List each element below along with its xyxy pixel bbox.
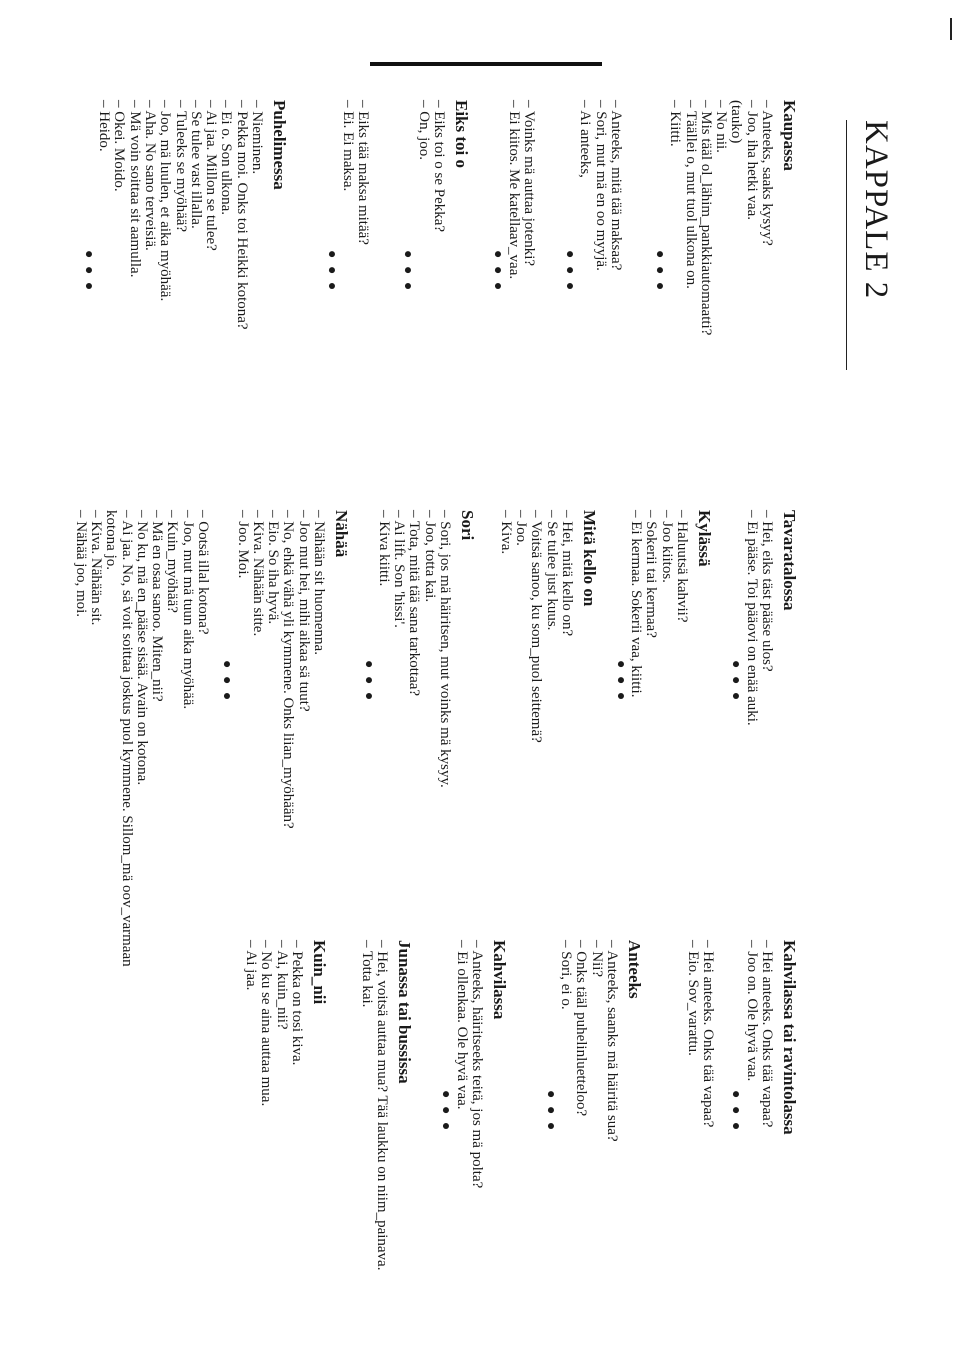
dialogue-line: – Joo. <box>513 510 530 546</box>
dialogue-line: – Kuin_myöhää? <box>164 510 181 613</box>
section-separator-dots: ● ● ● <box>651 250 667 293</box>
section-heading: Kahvilassa <box>490 940 509 1020</box>
dialogue-line: – Kiva kiitti. <box>375 510 392 587</box>
dialogue-line: – Nähää joo, moi. <box>72 510 89 618</box>
dialogue-line: – Tuleeks se myöhää? <box>172 100 189 233</box>
section-heading: Eiks toi o <box>452 100 471 169</box>
section-separator-dots: ● ● ● <box>80 250 96 293</box>
dialogue-line: – Sori, mut mä en oo myyjä. <box>592 100 609 271</box>
section-heading: Junassa tai bussissa <box>395 940 414 1084</box>
dialogue-line: – Ai lift. Son 'hissi'. <box>391 510 408 628</box>
section-separator-dots: ● ● ● <box>360 660 376 703</box>
dialogue-line: – Täällei o, mut tuol ulkona on. <box>682 100 699 289</box>
dialogue-line: (tauko) <box>728 100 745 144</box>
section-separator-dots: ● ● ● <box>728 1090 744 1133</box>
dialogue-section <box>324 100 370 510</box>
dialogue-line: – Hei, eiks täst pääse ulos? <box>759 510 775 672</box>
dialogue-line: – Eiks tää maksa mitää? <box>355 100 371 245</box>
section-separator-dots: ● ● ● <box>400 250 416 293</box>
section-heading: Kahvilassa tai ravintolassa <box>780 940 799 1135</box>
section-separator-dots: ● ● ● <box>728 660 744 703</box>
section-separator-dots: ● ● ● <box>562 250 578 293</box>
dialogue-line: – Haluutsä kahvii? <box>674 510 690 623</box>
dialogue-section <box>438 940 510 1350</box>
dialogue-line: – Joo on. Ole hyvä vaa. <box>743 940 760 1082</box>
dialogue-line: – Onks tääl puhelinluetteloo? <box>573 940 590 1117</box>
dialogue-line: – Okei. Moido. <box>111 100 128 192</box>
section-heading: Anteeks <box>625 940 644 999</box>
section-separator-dots: ● ● ● <box>219 660 235 703</box>
dialogue-line: – No ku se aina auttaa mua. <box>258 940 275 1107</box>
dialogue-line: – Hei anteeks. Onks tää vapaa? <box>700 940 716 1128</box>
dialogue-section <box>361 510 478 920</box>
section-separator-dots: ● ● ● <box>490 250 506 293</box>
page-title: KAPPALE 2 <box>846 120 894 370</box>
dialogue-line: – Ai jaa. No, sä voit soittaa joskus puol kymmene. Sillom_mä oov_varmaan <box>118 510 135 967</box>
dialogue-line: – Hei, voitsä auttaa mua? Tää laukku on niim_painava. <box>374 940 390 1271</box>
dialogue-line: – Joo, mä luulen, et aika myöhää. <box>157 100 174 302</box>
dialogue-line: – Tota, mitä tää sana tarkottaa? <box>406 510 423 697</box>
dialogue-section <box>728 940 800 1350</box>
dialogue-line: – Hei anteeks. Onks tää vapaa? <box>759 940 775 1128</box>
dialogue-section <box>498 510 600 920</box>
dialogue-line: – No ku, mä en_pääse sisää. Avain on kotona. <box>133 510 150 786</box>
dialogue-section <box>684 940 715 1350</box>
dialogue-line: – Ei ollenkaa. Ole hyvä vaa. <box>453 940 470 1110</box>
dialogue-line: – Nieminen. <box>249 100 265 175</box>
dialogue-line: – Ootsä illal kotona? <box>195 510 211 635</box>
dialogue-line: – Pekka on tosi kiva. <box>289 940 305 1066</box>
section-heading: Mitä kello on <box>580 510 599 607</box>
dialogue-line: – Joo. Moi. <box>234 510 251 579</box>
dialogue-section <box>72 510 211 967</box>
section-separator-dots: ● ● ● <box>438 1090 454 1133</box>
dialogue-line: – Sokerii tai kermaa? <box>643 510 660 638</box>
dialogue-line: – Hei, mitä kello on? <box>559 510 575 637</box>
dialogue-line: – Joo mut hei, mihi aikaa sä tuut? <box>295 510 312 712</box>
dialogue-line: – Anteeks, saanks mä häiritä sua? <box>604 940 620 1142</box>
dialogue-section <box>400 100 472 510</box>
dialogue-line: – Totta kai. <box>358 940 375 1008</box>
section-separator-dots: ● ● ● <box>542 1090 558 1133</box>
section-heading: Kaupassa <box>780 100 799 171</box>
dialogue-line: – On, joo. <box>415 100 432 160</box>
dialogue-line: – Anteeks, mitä tää maksaa? <box>608 100 624 271</box>
dialogue-line: – Sori, ei o. <box>558 940 575 1010</box>
dialogue-line: – Ei pääse. Toi pääovi on enää auki. <box>743 510 760 726</box>
dialogue-section <box>562 100 623 510</box>
scan-rule <box>370 62 602 66</box>
dialogue-line: kotona jo. <box>103 510 120 570</box>
dialogue-section <box>613 510 715 920</box>
dialogue-line: – No nii. <box>713 100 730 153</box>
dialogue-line: – Kiva. Nähään sitte. <box>249 510 266 637</box>
section-heading: Nähää <box>332 510 351 558</box>
section-separator-dots: ● ● ● <box>324 250 340 293</box>
dialogue-line: – Nii? <box>588 940 605 978</box>
section-separator-dots: ● ● ● <box>612 660 628 703</box>
dialogue-section <box>81 100 290 510</box>
section-heading: Kylässä <box>695 510 714 567</box>
dialogue-line: – Anteeks, saaks kysyy? <box>759 100 775 246</box>
dialogue-section <box>243 940 330 1350</box>
dialogue-line: – Joo, totta kai. <box>421 510 438 603</box>
section-heading: Puhelimessa <box>270 100 289 190</box>
dialogue-section <box>543 940 645 1350</box>
dialogue-line: – Ai jaa. <box>243 940 260 991</box>
section-heading: Tavaratalossa <box>780 510 799 611</box>
dialogue-section <box>490 100 536 510</box>
dialogue-line: – Nähään sit huomenna. <box>311 510 327 655</box>
dialogue-line: – Joo, iha hetki vaa. <box>743 100 760 220</box>
dialogue-line: – Kiva. Nähään sit. <box>87 510 104 626</box>
dialogue-line: – Se tulee just kuus. <box>543 510 560 631</box>
dialogue-line: – Eio. So iha hyvä. <box>265 510 282 625</box>
dialogue-section <box>358 940 415 1350</box>
dialogue-line: – Mis tääl ol_lähim_pankkiautomaatti? <box>697 100 714 336</box>
dialogue-line: – Eiks toi o se Pekka? <box>431 100 447 233</box>
dialogue-line: – No, ehkä vähä yli kymmene. Onks liian_myöhään? <box>280 510 297 829</box>
dialogue-line: – Aha. No sano terveisiä. <box>141 100 158 251</box>
dialogue-section <box>219 510 352 920</box>
dialogue-line: – Ei kermaa. Sokerii vaa, kiitti. <box>628 510 645 698</box>
dialogue-line: – Ai anteeks, <box>577 100 594 178</box>
dialogue-line: – Kiitti. <box>667 100 684 147</box>
dialogue-line: – Ei. Ei maksa. <box>339 100 356 192</box>
dialogue-line: – Ai jaa. Millon se tulee? <box>203 100 220 251</box>
dialogue-line: – Kiva. <box>497 510 514 555</box>
dialogue-line: – Se tulee vast illalla. <box>187 100 204 229</box>
dialogue-section <box>728 510 800 920</box>
dialogue-line: – Mä en osaa sanoo. Miten_nii? <box>149 510 166 702</box>
dialogue-line: – Sori, jos mä häiritsen, mut voinks mä kysyy. <box>437 510 453 788</box>
dialogue-line: – Anteeks, häiritseeks teitä, jos mä polta? <box>469 940 485 1189</box>
dialogue-line: – Ai, kuin_nii? <box>273 940 290 1030</box>
dialogue-line: – Joo, mut mä tuun aika myöhää. <box>179 510 196 710</box>
dialogue-section <box>652 100 800 510</box>
dialogue-line: – Voitsä sanoo, ku som_puol seittemä? <box>528 510 545 743</box>
dialogue-line: – Mä voin soittaa sit aamulla. <box>126 100 143 278</box>
section-heading: Kuin_nii <box>310 940 329 1005</box>
dialogue-line: – Ei o. Son ulkona. <box>218 100 235 215</box>
dialogue-line: – Heido. <box>96 100 113 152</box>
dialogue-line: – Ei kiitos. Me katellaav_vaa. <box>505 100 522 280</box>
dialogue-line: – Pekka moi. Onks toi Heikki kotona? <box>233 100 250 330</box>
corner-mark <box>950 18 952 40</box>
section-heading: Sori <box>458 510 477 541</box>
dialogue-line: – Voinks mä auttaa jotenki? <box>521 100 537 267</box>
dialogue-line: – Joo kiitos. <box>658 510 675 583</box>
dialogue-line: – Eio. Sov_varattu. <box>684 940 701 1056</box>
